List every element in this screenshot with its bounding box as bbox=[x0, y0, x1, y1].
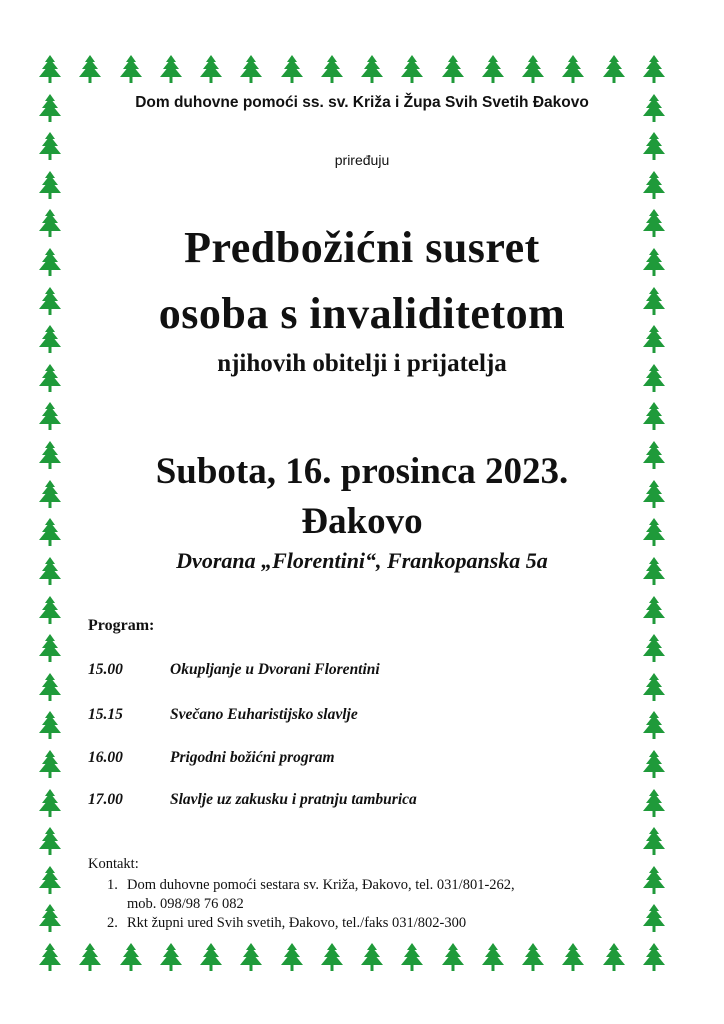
program-description: Prigodni božićni program bbox=[170, 749, 335, 766]
contact-number: 1. bbox=[107, 877, 118, 893]
program-description: Slavlje uz zakusku i pratnju tamburica bbox=[170, 791, 417, 808]
program-description: Okupljanje u Dvorani Florentini bbox=[170, 661, 380, 678]
contact-line: mob. 098/98 76 082 bbox=[127, 896, 244, 912]
event-venue: Dvorana „Florentini“, Frankopanska 5a bbox=[176, 548, 548, 573]
contact-list bbox=[107, 876, 515, 933]
contact-line: Dom duhovne pomoći sestara sv. Križa, Đakovo, tel. 031/801-262, bbox=[127, 877, 515, 893]
organizer-text: Dom duhovne pomoći ss. sv. Križa i Župa Svih Svetih Đakovo bbox=[135, 94, 589, 111]
program-heading: Program: bbox=[88, 617, 155, 634]
event-title-line-1: Predbožićni susret bbox=[184, 223, 540, 272]
event-title-line-2: osoba s invaliditetom bbox=[158, 289, 566, 338]
contact-item bbox=[107, 914, 515, 933]
event-date: Subota, 16. prosinca 2023. bbox=[155, 451, 569, 492]
program-time: 17.00 bbox=[88, 791, 123, 808]
program-time: 15.15 bbox=[88, 706, 123, 723]
event-subtitle: njihovih obitelji i prijatelja bbox=[217, 350, 507, 377]
program-description: Svečano Euharistijsko slavlje bbox=[170, 706, 358, 723]
contact-line: Rkt župni ured Svih svetih, Đakovo, tel./faks 031/802-300 bbox=[127, 915, 467, 931]
program-time: 15.00 bbox=[88, 661, 123, 678]
event-city: Đakovo bbox=[301, 501, 423, 542]
contact-number: 2. bbox=[107, 915, 118, 931]
presents-text: priređuju bbox=[334, 152, 390, 168]
contact-item bbox=[107, 876, 515, 914]
program-time: 16.00 bbox=[88, 749, 123, 766]
contact-heading: Kontakt: bbox=[88, 856, 139, 872]
